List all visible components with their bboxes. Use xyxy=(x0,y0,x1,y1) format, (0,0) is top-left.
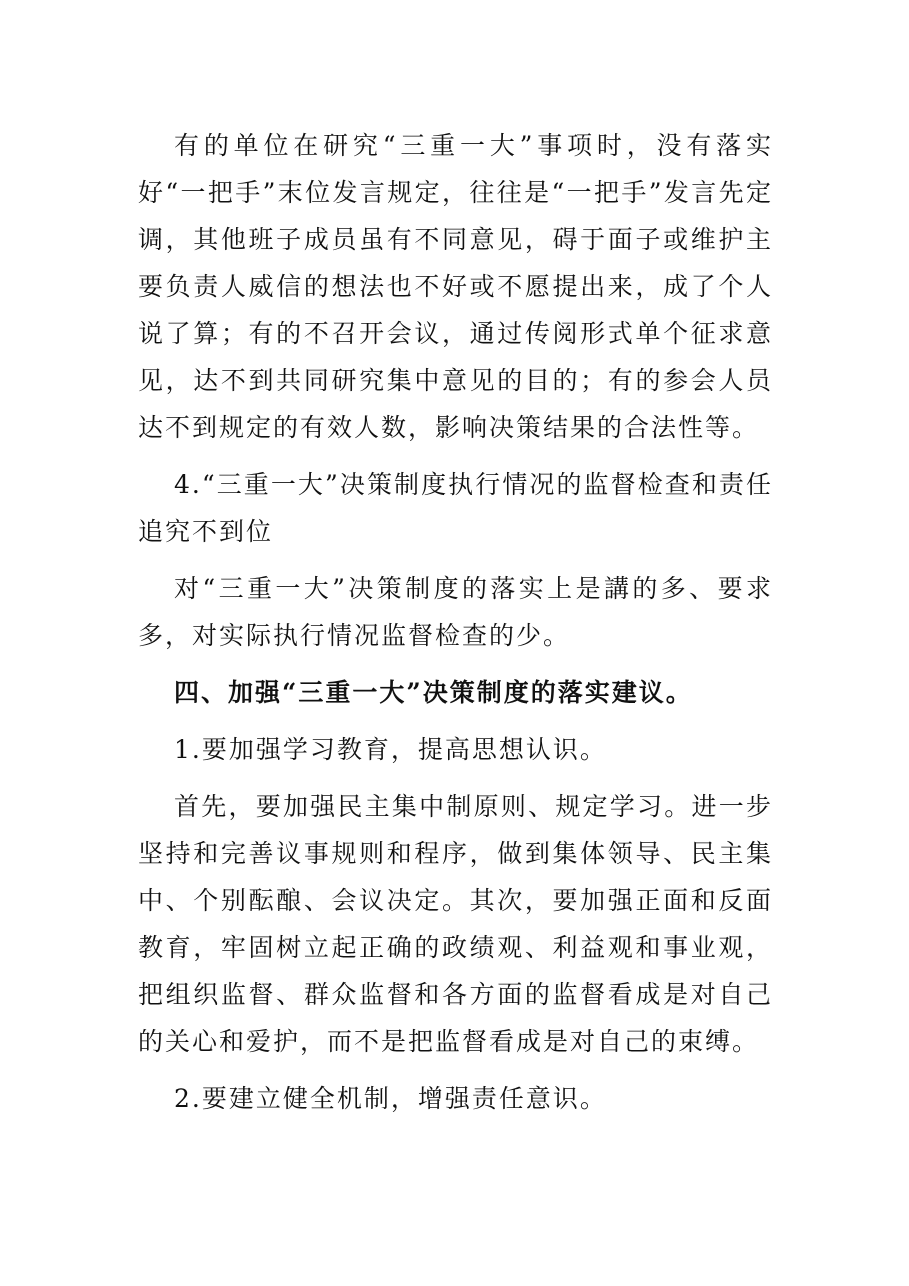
paragraph-study-education: 首先，要加强民主集中制原则、规定学习。进一步坚持和完善议事规则和程序，做到集体领导、民主集中、个别酝酿、会议决定。其次，要加强正面和反面教育，牢固树立起正确的政绩观、利益观和事业观，把组织监督、群众监督和各方面的监督看成是对自己的关心和爱护，而不是把监督看成是对自己的束缚。 xyxy=(138,792,773,1056)
heading-item-4: 4.“三重一大”决策制度执行情况的监督检查和责任追究不到位 xyxy=(138,470,773,546)
heading-item-1: 1.要加强学习教育，提高思想认识。 xyxy=(174,735,607,764)
paragraph-decision-issues: 有的单位在研究“三重一大”事项时，没有落实好“一把手”末位发言规定，往往是“一把手”发言先定调，其他班子成员虽有不同意见，碍于面子或维护主要负责人威信的想法也不好或不愿提出来，成了个人说了算；有的不召开会议，通过传阅形式单个征求意见，达不到共同研究集中意见的目的；有的参会人员达不到规定的有效人数，影响决策结果的合法性等。 xyxy=(138,131,773,442)
paragraph-supervision: 对“三重一大”决策制度的落实上是講的多、要求多，对实际执行情况监督检查的少。 xyxy=(138,574,773,650)
section-heading-four: 四、加强“三重一大”决策制度的落实建议。 xyxy=(174,678,693,707)
heading-item-2: 2.要建立健全机制，增强责任意识。 xyxy=(174,1084,607,1113)
document-body xyxy=(138,122,773,1122)
